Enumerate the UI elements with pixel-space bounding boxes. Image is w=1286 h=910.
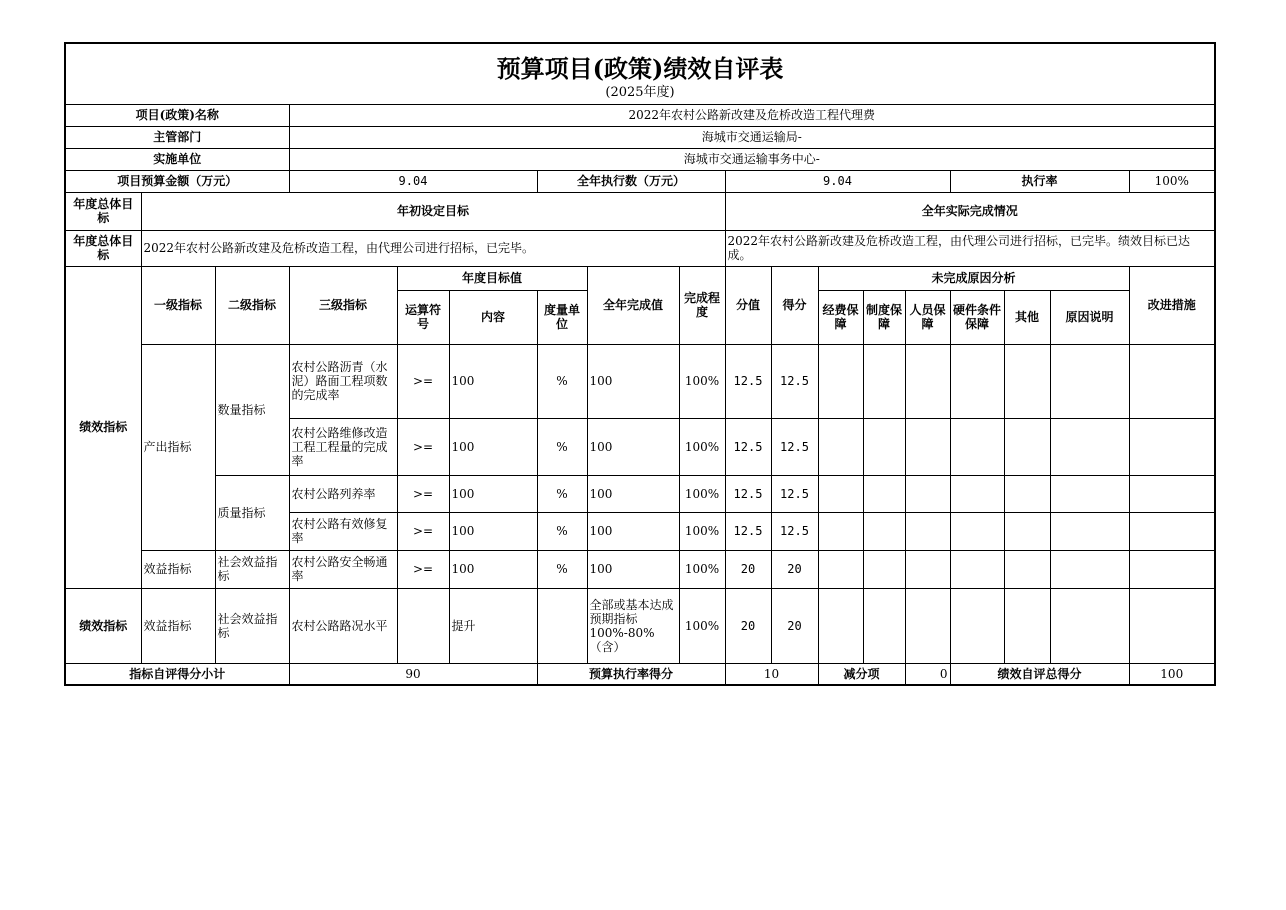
empty-cell [905, 550, 950, 588]
row-op: >= [397, 344, 449, 418]
empty-cell [818, 344, 863, 418]
empty-cell [950, 418, 1004, 475]
year-value-header: 全年完成值 [587, 266, 679, 344]
initial-goal-text: 2022年农村公路新改建及危桥改造工程，由代理公司进行招标，已完毕。 [141, 230, 725, 266]
title-cell [65, 43, 1215, 104]
unit-value: 海城市交通运输事务中心- [289, 148, 1215, 170]
reason-desc-header: 原因说明 [1050, 290, 1129, 344]
empty-cell [818, 550, 863, 588]
empty-cell [818, 588, 863, 663]
row-value: 12.5 [725, 418, 771, 475]
row-op: >= [397, 550, 449, 588]
empty-cell [950, 588, 1004, 663]
empty-cell [1004, 475, 1050, 512]
table-row [65, 588, 1215, 663]
row-l3: 农村公路沥青（水泥）路面工程项数的完成率 [289, 344, 397, 418]
empty-cell [1129, 475, 1215, 512]
empty-cell [863, 418, 905, 475]
other-header: 其他 [1004, 290, 1050, 344]
initial-goal-header: 年初设定目标 [141, 192, 725, 230]
funding-header: 经费保障 [818, 290, 863, 344]
perf-indicator-label-2: 绩效指标 [65, 588, 141, 663]
row-actual: 全部或基本达成预期指标100%-80%（含） [587, 588, 679, 663]
empty-cell [1050, 588, 1129, 663]
row-score: 12.5 [771, 475, 818, 512]
table-row [65, 550, 1215, 588]
empty-cell [905, 344, 950, 418]
page-title: 预算项目(政策)绩效自评表 [496, 53, 784, 83]
row-completion: 100% [679, 550, 725, 588]
row-score: 12.5 [771, 512, 818, 550]
row-unit [537, 588, 587, 663]
level2-header: 二级指标 [215, 266, 289, 344]
row-unit: % [537, 550, 587, 588]
empty-cell [1129, 588, 1215, 663]
empty-cell [1050, 475, 1129, 512]
subtotal-label: 指标自评得分小计 [65, 663, 289, 685]
row-completion: 100% [679, 418, 725, 475]
empty-cell [1050, 344, 1129, 418]
empty-cell [863, 512, 905, 550]
row-unit: % [537, 475, 587, 512]
executed-value: 9.04 [725, 170, 950, 192]
level1-header: 一级指标 [141, 266, 215, 344]
perf-indicator-label: 绩效指标 [65, 266, 141, 588]
target-value-header: 年度目标值 [397, 266, 587, 290]
row-content: 100 [449, 512, 537, 550]
annual-goal-label-2: 年度总体目标 [65, 230, 141, 266]
row-l3: 农村公路安全畅通率 [289, 550, 397, 588]
deduction-value: 0 [905, 663, 950, 685]
row-actual: 100 [587, 475, 679, 512]
row-unit: % [537, 418, 587, 475]
completion-header: 完成程度 [679, 266, 725, 344]
row-l3: 农村公路维修改造工程工程量的完成率 [289, 418, 397, 475]
row-unit: % [537, 512, 587, 550]
row-content: 100 [449, 550, 537, 588]
actual-text: 2022年农村公路新改建及危桥改造工程，由代理公司进行招标，已完毕。绩效目标已达成。 [725, 230, 1215, 266]
row-actual: 100 [587, 418, 679, 475]
level3-header: 三级指标 [289, 266, 397, 344]
empty-cell [1129, 344, 1215, 418]
empty-cell [1129, 418, 1215, 475]
group-output: 产出指标 [141, 344, 215, 550]
content-header: 内容 [449, 290, 537, 344]
hardware-header: 硬件条件保障 [950, 290, 1004, 344]
row-op: >= [397, 512, 449, 550]
row-value: 12.5 [725, 475, 771, 512]
page-subtitle: (2025年度) [605, 84, 675, 100]
group-social: 社会效益指标 [215, 550, 289, 588]
empty-cell [863, 475, 905, 512]
row-actual: 100 [587, 344, 679, 418]
row-op [397, 588, 449, 663]
rate-label: 执行率 [950, 170, 1129, 192]
score-value-header: 分值 [725, 266, 771, 344]
total-value: 100 [1129, 663, 1215, 685]
subtotal-value: 90 [289, 663, 537, 685]
department-label: 主管部门 [65, 126, 289, 148]
budget-score-value: 10 [725, 663, 818, 685]
row-op: >= [397, 418, 449, 475]
empty-cell [1129, 550, 1215, 588]
empty-cell [950, 475, 1004, 512]
row-completion: 100% [679, 588, 725, 663]
empty-cell [1004, 588, 1050, 663]
row-actual: 100 [587, 550, 679, 588]
table-row [65, 475, 1215, 512]
empty-cell [905, 512, 950, 550]
empty-cell [863, 588, 905, 663]
table-row [65, 344, 1215, 418]
department-value: 海城市交通运输局- [289, 126, 1215, 148]
score-header: 得分 [771, 266, 818, 344]
row-content: 100 [449, 475, 537, 512]
total-label: 绩效自评总得分 [950, 663, 1129, 685]
empty-cell [1050, 418, 1129, 475]
group-benefit-2: 效益指标 [141, 588, 215, 663]
empty-cell [950, 344, 1004, 418]
empty-cell [950, 550, 1004, 588]
row-value: 20 [725, 588, 771, 663]
row-l3: 农村公路列养率 [289, 475, 397, 512]
row-completion: 100% [679, 475, 725, 512]
annual-goal-label: 年度总体目标 [65, 192, 141, 230]
system-header: 制度保障 [863, 290, 905, 344]
executed-label: 全年执行数（万元） [537, 170, 725, 192]
measures-header: 改进措施 [1129, 266, 1215, 344]
empty-cell [863, 550, 905, 588]
unit-label: 实施单位 [65, 148, 289, 170]
row-completion: 100% [679, 512, 725, 550]
empty-cell [818, 475, 863, 512]
empty-cell [905, 418, 950, 475]
empty-cell [1004, 344, 1050, 418]
op-header: 运算符号 [397, 290, 449, 344]
row-completion: 100% [679, 344, 725, 418]
row-content: 提升 [449, 588, 537, 663]
row-score: 20 [771, 550, 818, 588]
group-benefit: 效益指标 [141, 550, 215, 588]
empty-cell [1129, 512, 1215, 550]
rate-value: 100% [1129, 170, 1215, 192]
row-actual: 100 [587, 512, 679, 550]
personnel-header: 人员保障 [905, 290, 950, 344]
row-value: 20 [725, 550, 771, 588]
project-name-label: 项目(政策)名称 [65, 104, 289, 126]
deduction-label: 减分项 [818, 663, 905, 685]
row-unit: % [537, 344, 587, 418]
budget-value: 9.04 [289, 170, 537, 192]
row-l3: 农村公路路况水平 [289, 588, 397, 663]
group-social-2: 社会效益指标 [215, 588, 289, 663]
performance-evaluation-table [64, 42, 1216, 686]
row-value: 12.5 [725, 512, 771, 550]
row-score: 12.5 [771, 344, 818, 418]
empty-cell [863, 344, 905, 418]
row-score: 20 [771, 588, 818, 663]
reason-analysis-header: 未完成原因分析 [818, 266, 1129, 290]
actual-header: 全年实际完成情况 [725, 192, 1215, 230]
empty-cell [818, 512, 863, 550]
project-name-value: 2022年农村公路新改建及危桥改造工程代理费 [289, 104, 1215, 126]
empty-cell [818, 418, 863, 475]
row-l3: 农村公路有效修复率 [289, 512, 397, 550]
empty-cell [950, 512, 1004, 550]
row-value: 12.5 [725, 344, 771, 418]
budget-label: 项目预算金额（万元） [65, 170, 289, 192]
group-quality: 质量指标 [215, 475, 289, 550]
empty-cell [905, 475, 950, 512]
row-op: >= [397, 475, 449, 512]
empty-cell [905, 588, 950, 663]
empty-cell [1004, 418, 1050, 475]
unit-measure-header: 度量单位 [537, 290, 587, 344]
empty-cell [1050, 550, 1129, 588]
row-content: 100 [449, 418, 537, 475]
empty-cell [1004, 550, 1050, 588]
row-content: 100 [449, 344, 537, 418]
budget-score-label: 预算执行率得分 [537, 663, 725, 685]
empty-cell [1050, 512, 1129, 550]
empty-cell [1004, 512, 1050, 550]
row-score: 12.5 [771, 418, 818, 475]
group-quantity: 数量指标 [215, 344, 289, 475]
